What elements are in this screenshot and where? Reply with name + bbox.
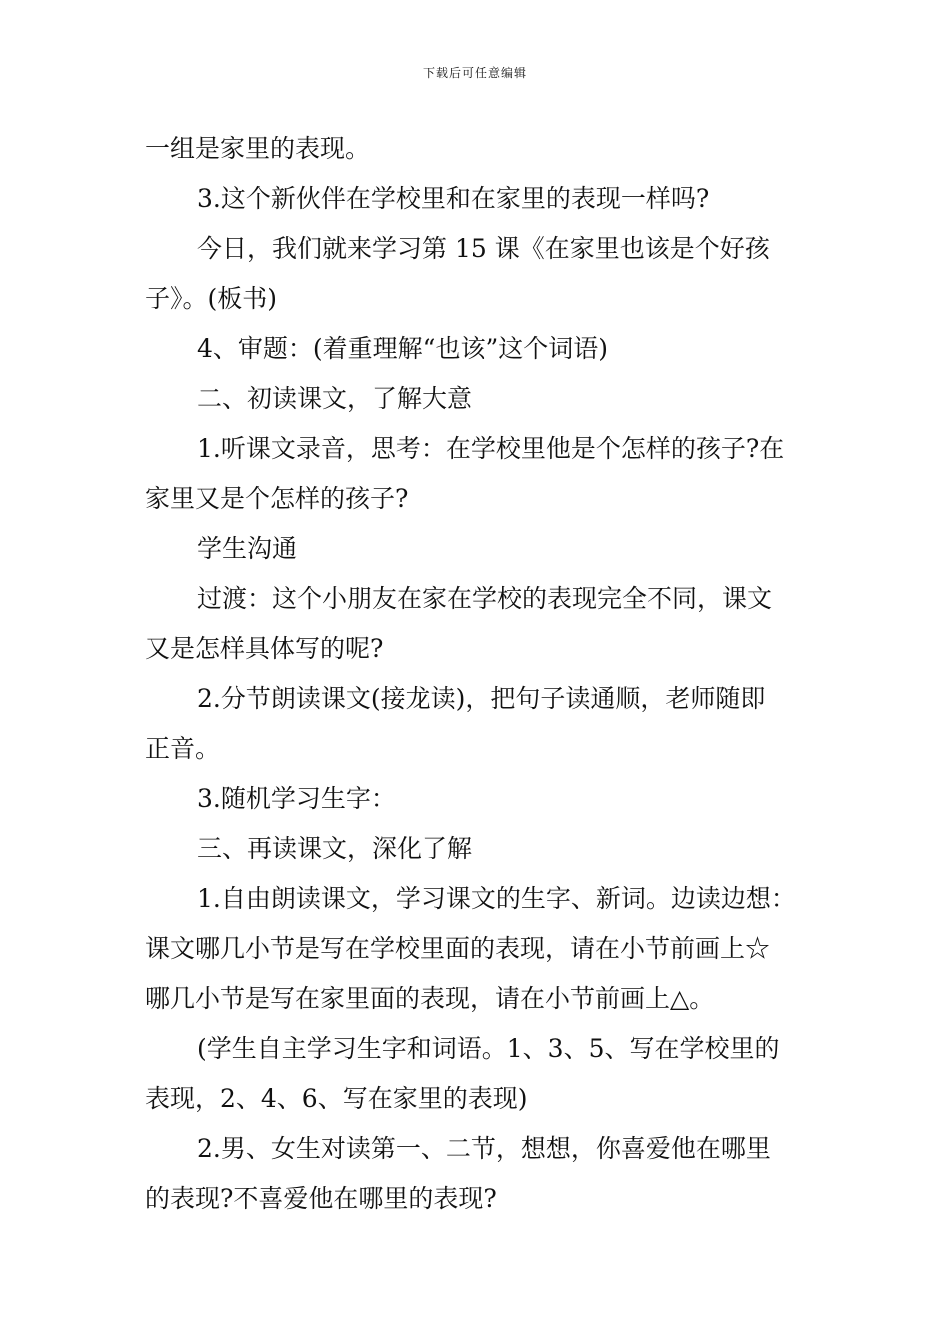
paragraph-line: 一组是家里的表现。 bbox=[145, 134, 371, 163]
paragraph-line: 今日，我们就来学习第 15 课《在家里也该是个好孩 bbox=[197, 234, 770, 263]
paragraph-line: 4、审题：(着重理解“也该”这个词语) bbox=[197, 334, 608, 363]
document-body bbox=[145, 124, 825, 1224]
paragraph-line: 正音。 bbox=[145, 734, 221, 763]
paragraph-line: 2.分节朗读课文(接龙读)，把句子读通顺，老师随即 bbox=[197, 684, 766, 713]
paragraph-line: 的表现?不喜爱他在哪里的表现? bbox=[145, 1184, 497, 1213]
paragraph-line: 家里又是个怎样的孩子? bbox=[145, 484, 409, 513]
paragraph-line: 3.随机学习生字： bbox=[197, 784, 396, 813]
page-header: 下载后可任意编辑 bbox=[422, 66, 527, 80]
section-heading: 二、初读课文，了解大意 bbox=[197, 384, 473, 413]
paragraph-line: 表现，2、4、6、写在家里的表现) bbox=[145, 1084, 528, 1113]
paragraph-line: 3.这个新伙伴在学校里和在家里的表现一样吗? bbox=[197, 184, 710, 213]
paragraph-line: 2.男、女生对读第一、二节，想想，你喜爱他在哪里 bbox=[197, 1134, 771, 1163]
paragraph-line: 又是怎样具体写的呢? bbox=[145, 634, 384, 663]
paragraph-line: 1.自由朗读课文，学习课文的生字、新词。边读边想： bbox=[197, 884, 796, 913]
paragraph-line: 子》。(板书) bbox=[145, 284, 278, 313]
section-heading: 三、再读课文，深化了解 bbox=[197, 834, 473, 863]
paragraph-line: (学生自主学习生字和词语。1、3、5、写在学校里的 bbox=[197, 1034, 780, 1063]
paragraph-line: 课文哪几小节是写在学校里面的表现，请在小节前画上☆ bbox=[145, 934, 771, 963]
paragraph-line: 1.听课文录音，思考：在学校里他是个怎样的孩子?在 bbox=[197, 434, 785, 463]
paragraph-line: 哪几小节是写在家里面的表现，请在小节前画上△。 bbox=[145, 984, 715, 1013]
paragraph-line: 过渡：这个小朋友在家在学校的表现完全不同，课文 bbox=[197, 584, 773, 613]
paragraph-line: 学生沟通 bbox=[197, 534, 298, 563]
